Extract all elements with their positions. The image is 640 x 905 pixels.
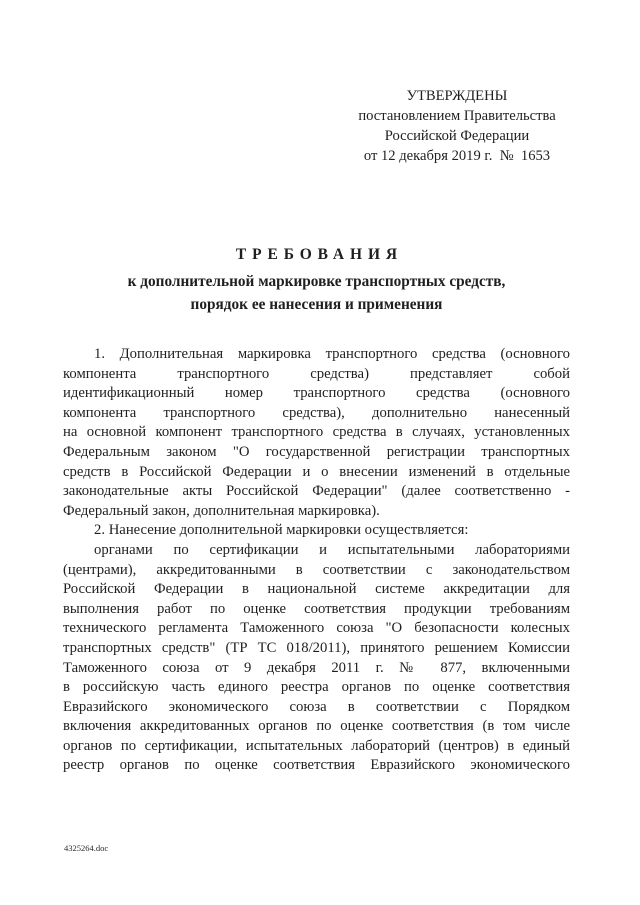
body-line: технического регламента Таможенного союза "О безопасности колесных — [63, 620, 570, 637]
body-line: Таможенного союза от 9 декабря 2011 г. № 877, включенными — [63, 659, 570, 676]
title-heading: ТРЕБОВАНИЯ — [235, 246, 403, 263]
footer-filename: 4325264.doc — [64, 843, 109, 853]
body-line: идентификационный номер транспортного средства (основного — [63, 385, 570, 402]
body-line: Российской Федерации в национальной системе аккредитации для — [63, 581, 570, 598]
approval-authority-line: Российской Федерации — [384, 128, 530, 144]
body-line: транспортных средств" (ТР ТС 018/2011), принятого решением Комиссии — [63, 639, 570, 656]
approval-status: УТВЕРЖДЕНЫ — [406, 88, 508, 104]
body-line: 1. Дополнительная маркировка транспортного средства (основного — [94, 346, 570, 362]
body-line: реестр органов по оценке соответствия Евразийского экономического — [63, 757, 570, 774]
title-subtitle-line-2: порядок ее нанесения и применения — [190, 296, 443, 313]
body-line: на основной компонент транспортного средства в случаях, установленных — [63, 424, 570, 441]
body-line: Федеральный закон, дополнительная маркировка). — [63, 502, 380, 519]
approval-date-number: от 12 декабря 2019 г. № 1653 — [363, 148, 551, 164]
title-subtitle-line-1: к дополнительной маркировке транспортных средств, — [127, 273, 506, 290]
body-line: компонента транспортного средства), дополнительно нанесенный — [63, 404, 570, 421]
body-line: Федеральным законом "О государственной регистрации транспортных — [63, 443, 570, 460]
body-line: Евразийского экономического союза в соответствии с Порядком — [63, 698, 570, 715]
document-title — [63, 246, 570, 316]
approval-authority-line: постановлением Правительства — [358, 108, 556, 124]
body-line: в российскую часть единого реестра органов по оценке соответствия — [63, 679, 570, 696]
approval-stamp — [352, 86, 562, 166]
body-line: 2. Нанесение дополнительной маркировки осуществляется: — [94, 522, 469, 539]
body-line: органами по сертификации и испытательными лабораториями — [94, 541, 570, 558]
body-line: выполнения работ по оценке соответствия продукции требованиям — [63, 600, 570, 617]
body-line: включения аккредитованных органов по оценке соответствия (в том числе — [63, 718, 570, 735]
body-line: органов по сертификации, испытательных лабораторий (центров) в единый — [63, 737, 570, 754]
body-line: законодательные акты Российской Федерации" (далее соответственно - — [63, 483, 570, 500]
body-text — [63, 345, 570, 776]
body-line: (центрами), аккредитованными в соответствии с законодательством — [63, 561, 570, 578]
body-line: средств в Российской Федерации и о внесении изменений в отдельные — [63, 463, 570, 480]
body-line: компонента транспортного средства) представляет собой — [63, 365, 570, 382]
